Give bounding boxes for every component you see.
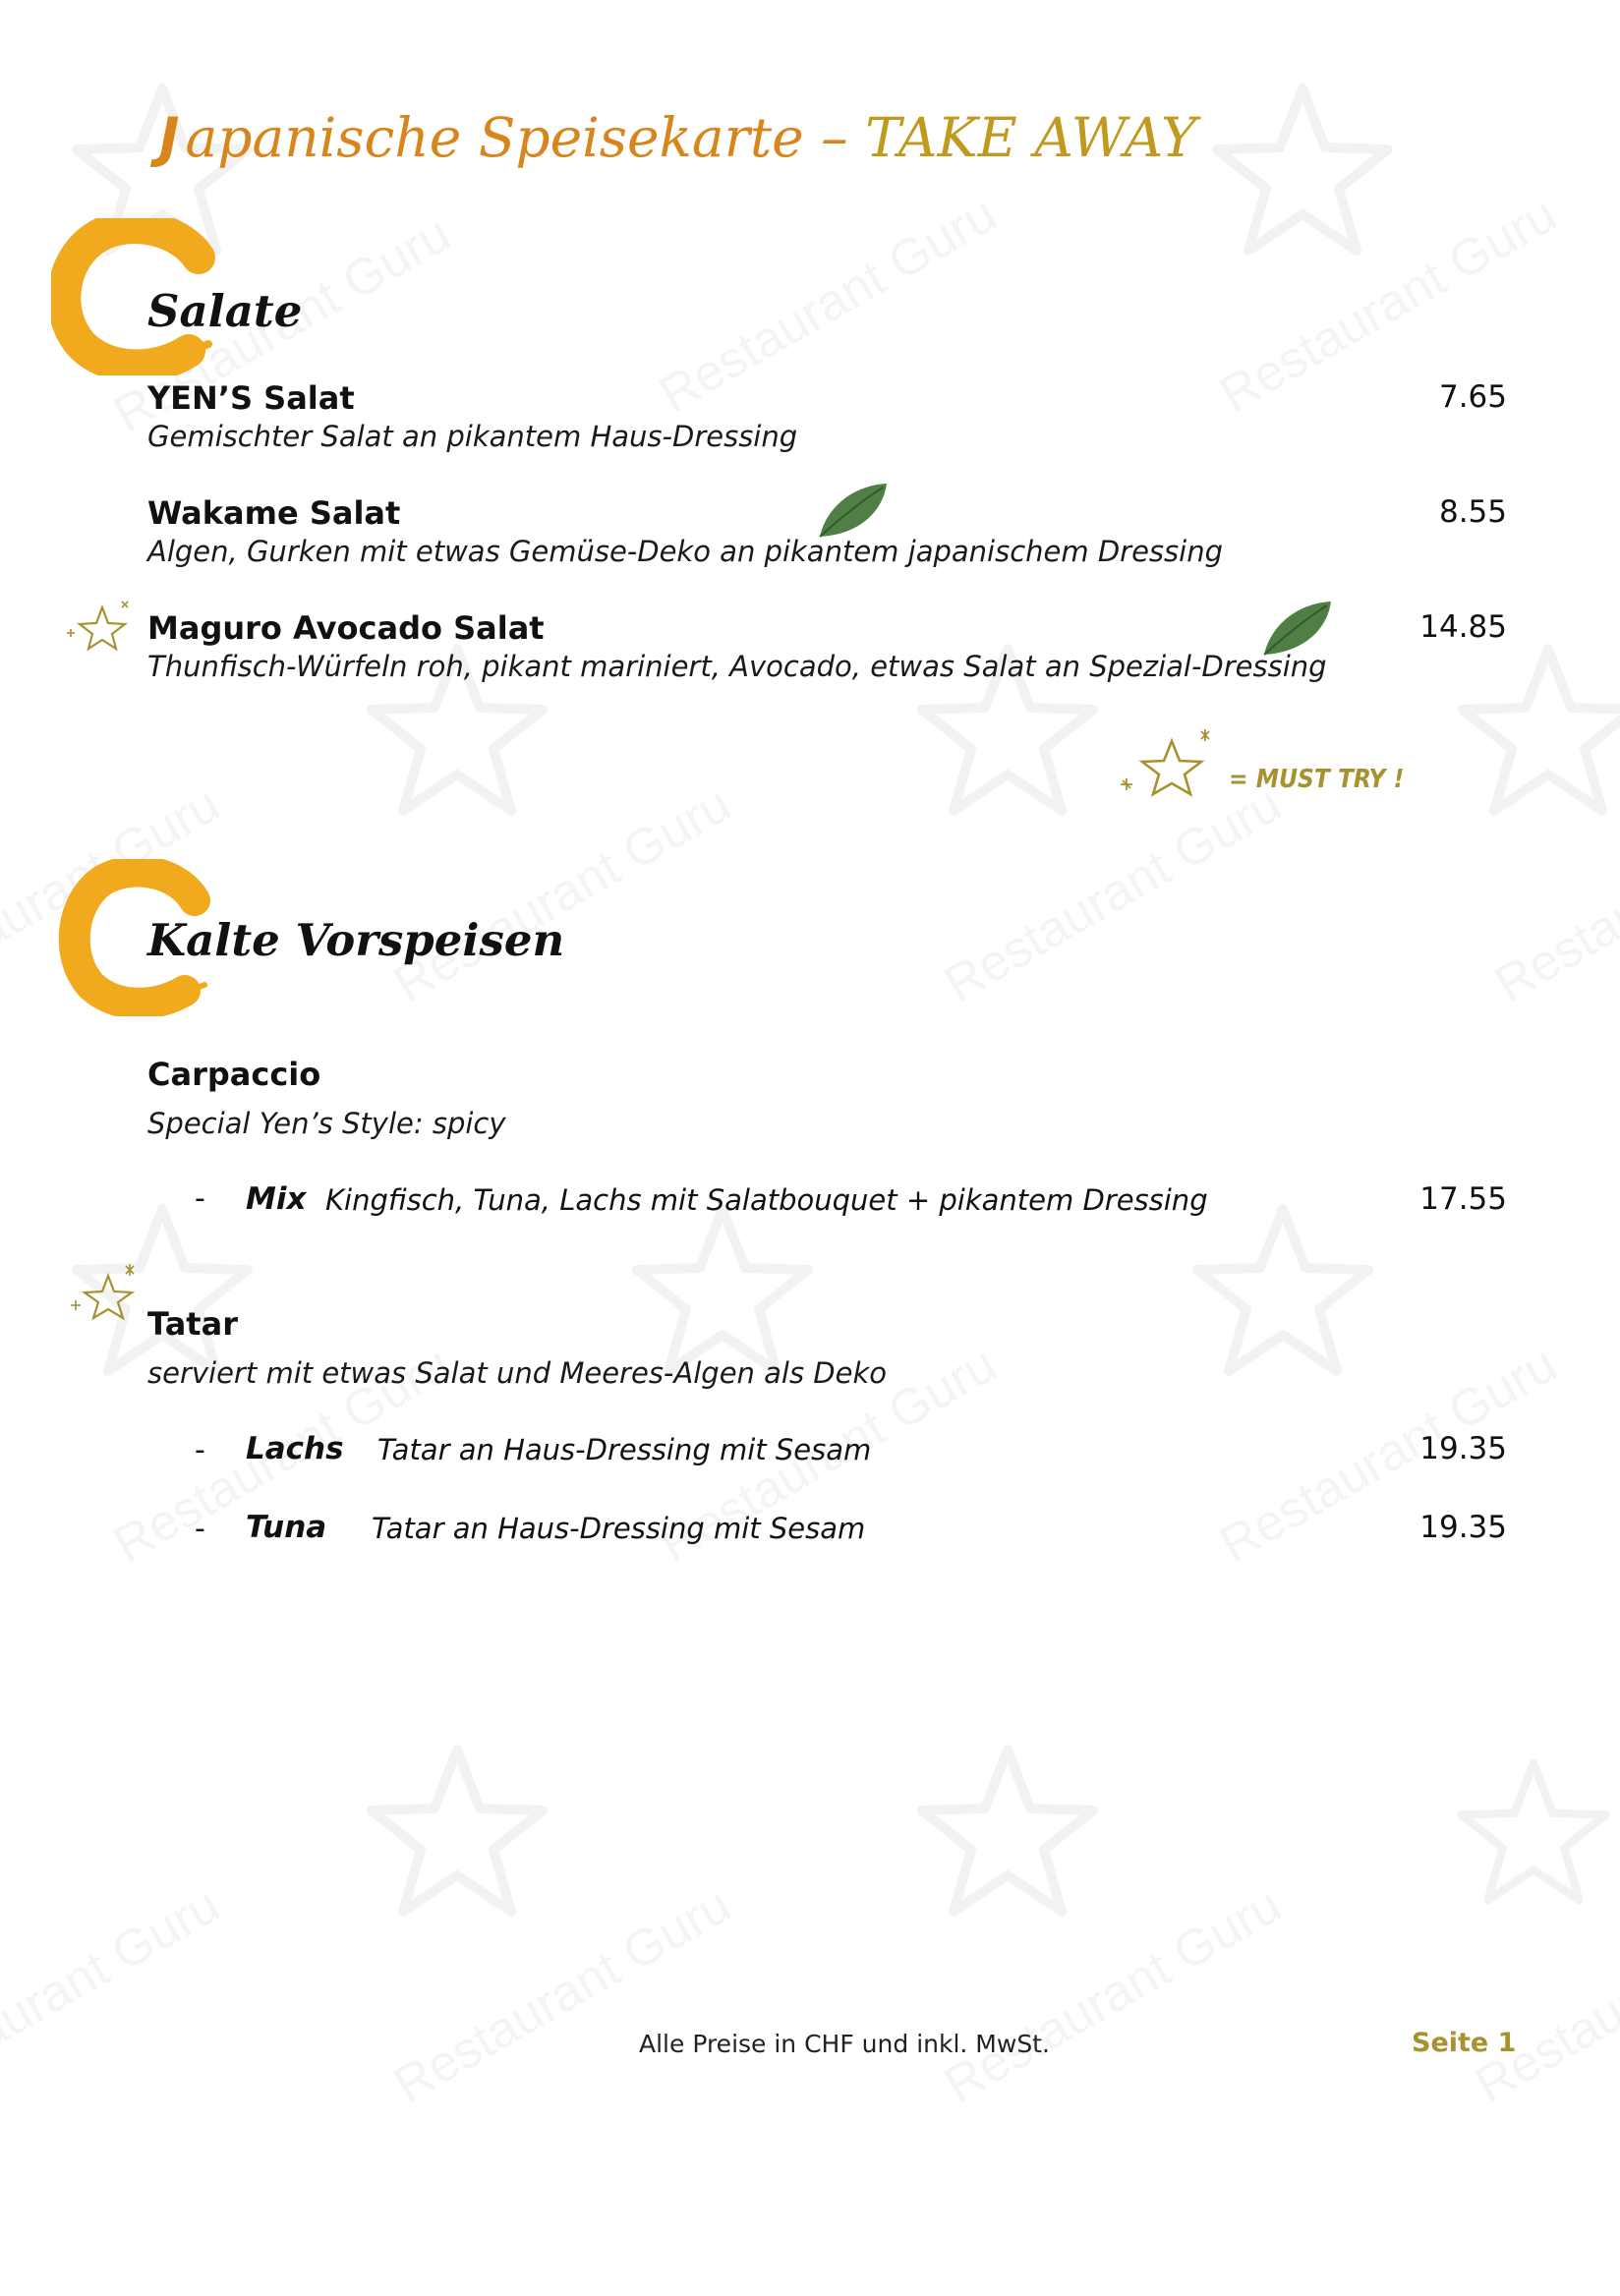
item-description: Algen, Gurken mit etwas Gemüse-Deko an pikantem japanischem Dressing xyxy=(147,535,1223,568)
must-try-star-icon xyxy=(63,596,134,651)
item-price: 14.85 xyxy=(1419,609,1507,645)
variant-price: 19.35 xyxy=(1419,1431,1507,1466)
variant-dash: - xyxy=(195,1181,205,1216)
watermark-star-fork-icon xyxy=(1209,79,1396,275)
watermark-star-fork-icon xyxy=(914,1740,1101,1936)
title-text: apanische Speisekarte – xyxy=(185,106,866,169)
variant-price: 17.55 xyxy=(1419,1181,1507,1217)
watermark-star-fork-icon xyxy=(1455,1740,1612,1936)
watermark-text xyxy=(650,185,1007,425)
footer-note: Alle Preise in CHF und inkl. MwSt. xyxy=(639,2030,1050,2058)
watermark-star-fork-icon xyxy=(1189,1199,1376,1396)
page-title xyxy=(159,106,1196,169)
item-name: Wakame Salat xyxy=(147,494,401,532)
must-try-star-icon xyxy=(67,1262,142,1323)
watermark-text xyxy=(384,775,741,1014)
variant-name: Mix xyxy=(246,1181,307,1217)
variant-name: Tuna xyxy=(246,1510,327,1545)
watermark-text xyxy=(384,1875,741,2115)
title-accent: TAKE AWAY xyxy=(865,106,1197,169)
variant-description: Kingfisch, Tuna, Lachs mit Salatbouquet + pikantem Dressing xyxy=(325,1183,1208,1217)
watermark-star-fork-icon xyxy=(364,1740,550,1936)
item-description: Gemischter Salat an pikantem Haus-Dressing xyxy=(147,420,798,453)
item-description: Special Yen’s Style: spicy xyxy=(147,1107,506,1140)
watermark-star-fork-icon xyxy=(1455,639,1620,835)
watermark-text xyxy=(0,1875,230,2115)
watermark-text xyxy=(1210,1335,1567,1575)
page-number: Seite 1 xyxy=(1412,2028,1517,2058)
variant-price: 19.35 xyxy=(1419,1510,1507,1545)
section-heading-salate: Salate xyxy=(147,285,303,337)
watermark-text xyxy=(1210,185,1567,425)
variant-dash: - xyxy=(195,1512,205,1546)
variant-name: Lachs xyxy=(246,1431,344,1466)
watermark-text xyxy=(1466,1875,1620,2115)
leaf-icon xyxy=(1258,598,1335,659)
watermark-text xyxy=(935,1875,1292,2115)
variant-dash: - xyxy=(195,1433,205,1467)
item-description: Thunfisch-Würfeln roh, pikant mariniert, Avocado, etwas Salat an Spezial-Dressing xyxy=(147,650,1327,683)
must-try-legend: = MUST TRY ! xyxy=(1229,765,1405,794)
item-name: YEN’S Salat xyxy=(147,379,355,417)
leaf-icon xyxy=(814,480,891,541)
watermark-text xyxy=(1485,775,1620,1014)
must-try-legend-star-icon xyxy=(1117,727,1227,800)
item-name: Maguro Avocado Salat xyxy=(147,609,545,647)
variant-description: Tatar an Haus-Dressing mit Sesam xyxy=(372,1512,866,1545)
title-initial: J xyxy=(159,106,180,169)
item-description: serviert mit etwas Salat und Meeres-Algen als Deko xyxy=(147,1356,888,1390)
watermark-text xyxy=(935,775,1292,1014)
item-price: 8.55 xyxy=(1438,494,1507,530)
item-price: 7.65 xyxy=(1438,379,1507,415)
item-name-tatar: Tatar xyxy=(147,1305,238,1343)
item-name-carpaccio: Carpaccio xyxy=(147,1056,321,1093)
variant-description: Tatar an Haus-Dressing mit Sesam xyxy=(377,1433,872,1466)
section-heading-kalte-vorspeisen: Kalte Vorspeisen xyxy=(147,914,565,966)
